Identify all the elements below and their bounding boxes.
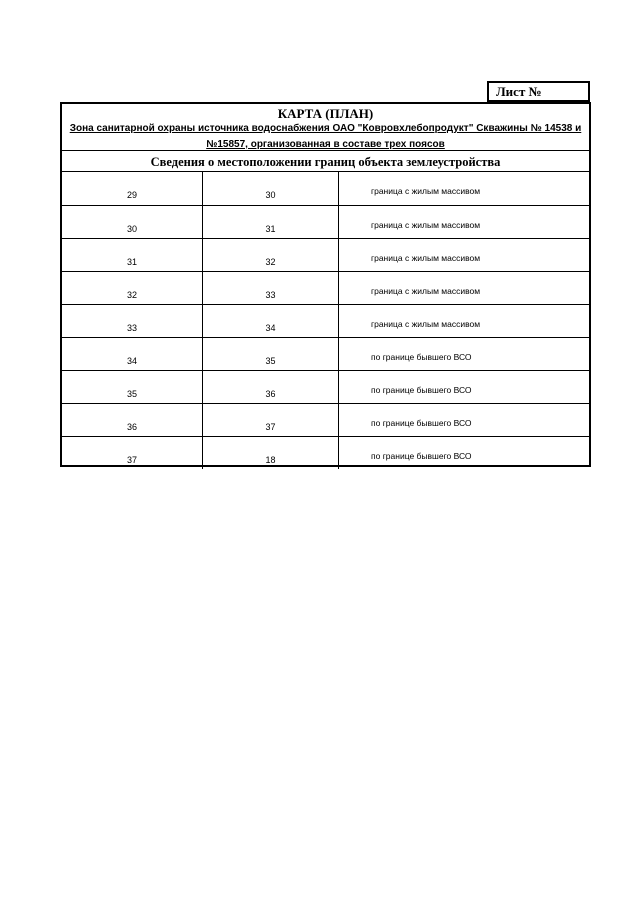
description-cell: граница с жилым массивом [371,319,481,329]
subtitle-line-2: №15857, организованная в составе трех поясов [206,139,445,150]
document-title: КАРТА (ПЛАН) [277,106,374,121]
table-row [62,370,589,403]
subtitle-line-1: Зона санитарной охраны источника водоснабжения ОАО "Ковровхлебопродукт" Скважины № 14538 и [69,123,582,134]
to-point-cell: 34 [203,305,339,337]
description-cell: граница с жилым массивом [371,220,481,230]
sheet-number-label: Лист № [496,84,542,99]
from-point-cell: 36 [62,404,203,436]
from-point-cell: 31 [62,239,203,271]
to-point-cell: 32 [203,239,339,271]
table-row [62,271,589,304]
description-cell: по границе бывшего ВСО [371,418,472,428]
table-row [62,238,589,271]
to-point-cell: 18 [203,437,339,469]
from-point-cell: 32 [62,272,203,304]
to-point-cell: 30 [203,172,339,205]
table-row [62,304,589,337]
from-point-cell: 30 [62,206,203,238]
from-point-cell: 34 [62,338,203,370]
to-point-cell: 37 [203,404,339,436]
to-point-cell: 36 [203,371,339,403]
to-point-cell: 33 [203,272,339,304]
from-point-cell: 37 [62,437,203,469]
description-cell: по границе бывшего ВСО [371,451,472,461]
table-row [62,403,589,436]
table-row [62,436,589,469]
description-cell: граница с жилым массивом [371,253,481,263]
to-point-cell: 35 [203,338,339,370]
from-point-cell: 35 [62,371,203,403]
description-cell: граница с жилым массивом [371,186,481,196]
header-divider [62,150,589,151]
description-cell: по границе бывшего ВСО [371,352,472,362]
table-row [62,205,589,238]
boundary-table [62,172,589,469]
from-point-cell: 33 [62,305,203,337]
description-cell: граница с жилым массивом [371,286,481,296]
section-heading: Сведения о местоположении границ объекта землеустройства [150,155,501,169]
description-cell: по границе бывшего ВСО [371,385,472,395]
from-point-cell: 29 [62,172,203,205]
document-subtitle [68,121,583,153]
map-plan-frame [60,102,591,467]
to-point-cell: 31 [203,206,339,238]
sheet-number-box [487,81,590,102]
table-row [62,337,589,370]
table-row [62,172,589,205]
